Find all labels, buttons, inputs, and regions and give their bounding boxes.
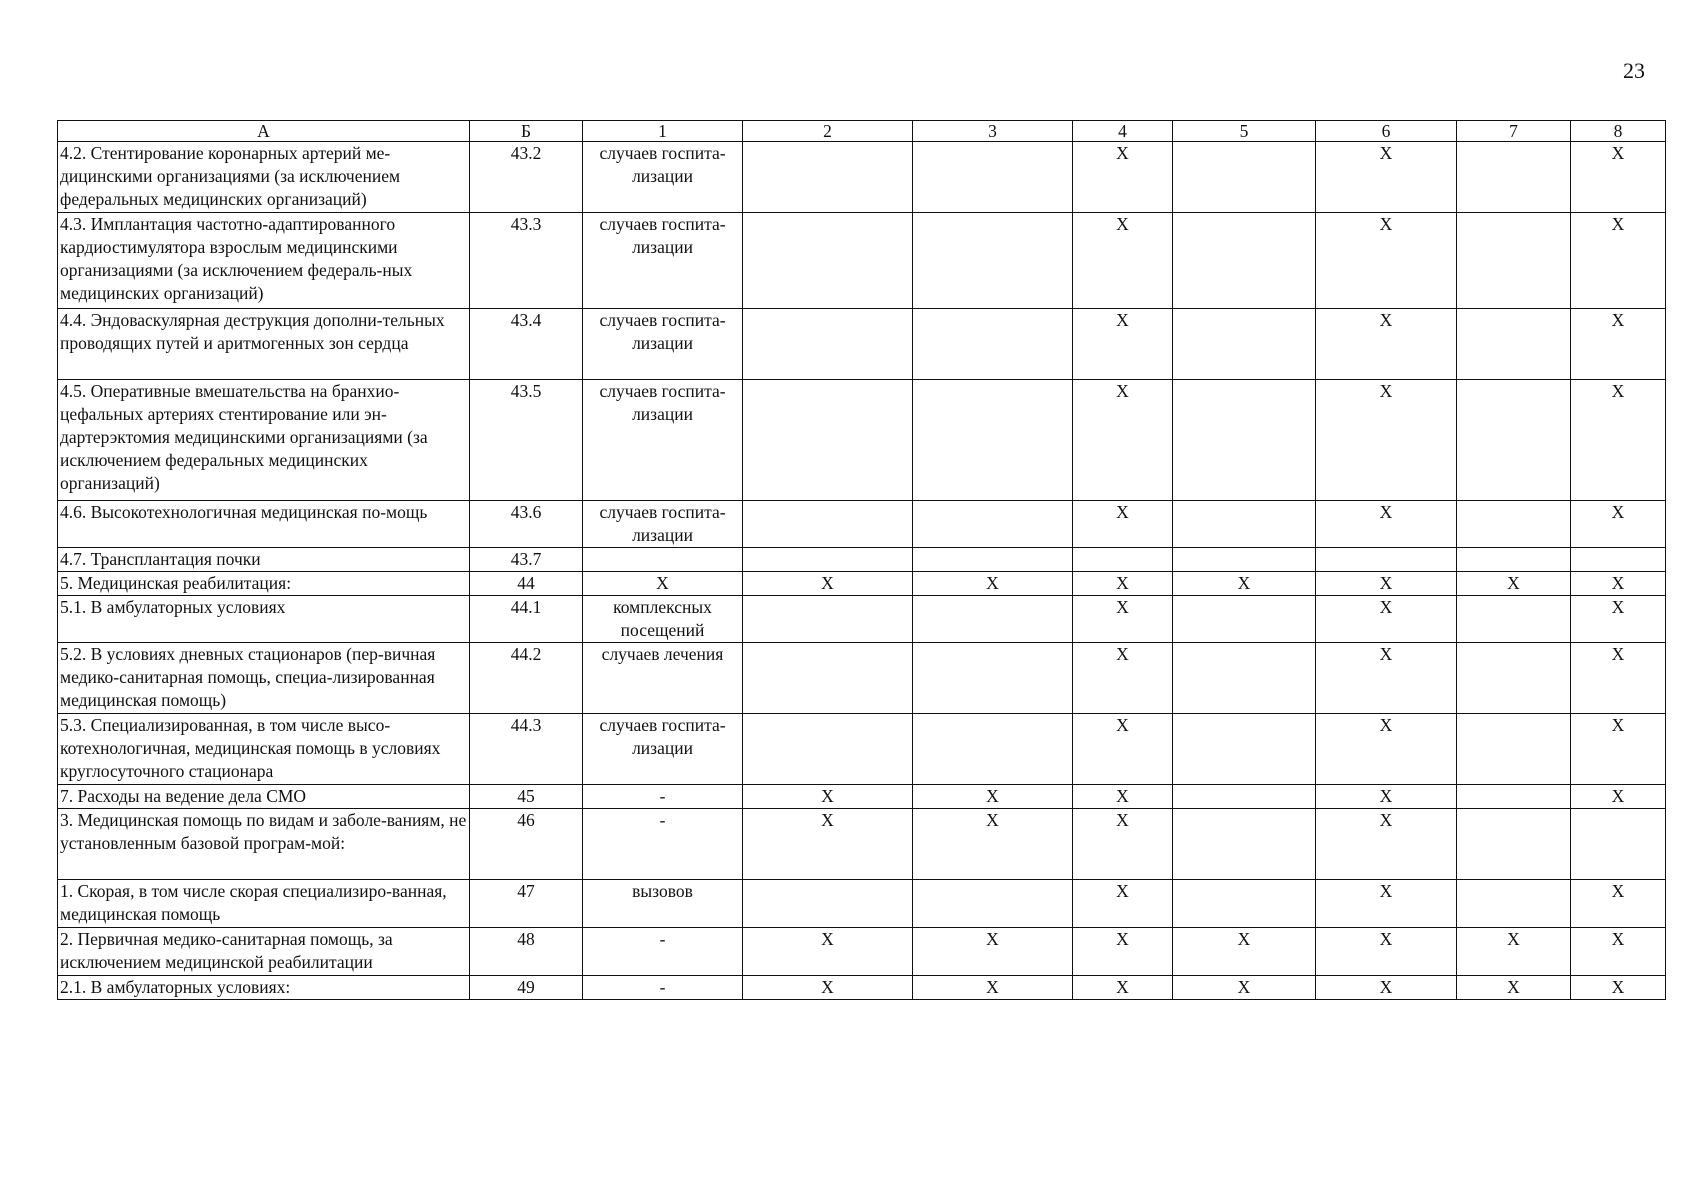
value-cell: X	[1571, 596, 1666, 643]
row-code-cell: 44.1	[470, 596, 583, 643]
value-cell: X	[913, 785, 1073, 809]
value-cell: X	[1073, 596, 1173, 643]
value-cell: X	[1316, 572, 1457, 596]
row-unit-cell: -	[583, 785, 743, 809]
value-cell	[1173, 880, 1316, 928]
row-name-cell: 5. Медицинская реабилитация:	[58, 572, 470, 596]
value-cell	[913, 213, 1073, 309]
row-unit-cell: -	[583, 976, 743, 1000]
value-cell: X	[1073, 501, 1173, 548]
value-cell	[1316, 548, 1457, 572]
value-cell: X	[1316, 809, 1457, 880]
value-cell: X	[743, 785, 913, 809]
value-cell: X	[743, 976, 913, 1000]
value-cell: X	[1457, 572, 1571, 596]
table-row	[58, 213, 1666, 309]
value-cell: X	[1173, 928, 1316, 976]
value-cell	[1571, 548, 1666, 572]
row-code-cell: 47	[470, 880, 583, 928]
row-code-cell: 43.2	[470, 142, 583, 213]
table-row	[58, 572, 1666, 596]
value-cell	[1457, 880, 1571, 928]
row-unit-cell: комплексных посещений	[583, 596, 743, 643]
value-cell	[1173, 213, 1316, 309]
row-name-cell: 4.7. Трансплантация почки	[58, 548, 470, 572]
value-cell: X	[1316, 928, 1457, 976]
value-cell: X	[1316, 976, 1457, 1000]
value-cell	[1173, 809, 1316, 880]
column-header: 6	[1316, 121, 1457, 142]
value-cell: X	[1571, 142, 1666, 213]
value-cell	[1173, 643, 1316, 714]
row-unit-cell: случаев лечения	[583, 643, 743, 714]
value-cell	[743, 213, 913, 309]
value-cell	[1173, 309, 1316, 380]
value-cell: X	[1571, 714, 1666, 785]
value-cell	[913, 142, 1073, 213]
value-cell	[913, 548, 1073, 572]
table-row	[58, 643, 1666, 714]
row-code-cell: 45	[470, 785, 583, 809]
row-unit-cell: вызовов	[583, 880, 743, 928]
row-code-cell: 43.4	[470, 309, 583, 380]
value-cell: X	[1571, 501, 1666, 548]
row-code-cell: 46	[470, 809, 583, 880]
value-cell	[1173, 714, 1316, 785]
table-row	[58, 309, 1666, 380]
value-cell: X	[1073, 380, 1173, 501]
row-name-cell: 5.2. В условиях дневных стационаров (пер-вичная медико-санитарная помощь, специа-лизированная медицинская помощь)	[58, 643, 470, 714]
value-cell	[1457, 785, 1571, 809]
column-header: 8	[1571, 121, 1666, 142]
value-cell: X	[1073, 785, 1173, 809]
value-cell: X	[1316, 880, 1457, 928]
value-cell: X	[1316, 142, 1457, 213]
value-cell: X	[913, 809, 1073, 880]
value-cell	[913, 380, 1073, 501]
header-row	[58, 121, 1666, 142]
value-cell: X	[1073, 142, 1173, 213]
value-cell	[743, 880, 913, 928]
column-header: 2	[743, 121, 913, 142]
row-unit-cell: случаев госпита-лизации	[583, 213, 743, 309]
value-cell	[913, 501, 1073, 548]
value-cell	[743, 501, 913, 548]
value-cell: X	[1073, 880, 1173, 928]
value-cell: X	[1571, 880, 1666, 928]
table-row	[58, 880, 1666, 928]
value-cell	[1457, 142, 1571, 213]
value-cell	[1173, 548, 1316, 572]
value-cell: X	[1571, 213, 1666, 309]
value-cell: X	[1571, 785, 1666, 809]
table-row	[58, 785, 1666, 809]
value-cell: X	[1571, 976, 1666, 1000]
value-cell	[1457, 548, 1571, 572]
row-name-cell: 7. Расходы на ведение дела СМО	[58, 785, 470, 809]
value-cell	[1457, 501, 1571, 548]
value-cell: X	[1316, 643, 1457, 714]
value-cell: X	[743, 809, 913, 880]
value-cell	[913, 880, 1073, 928]
value-cell: X	[1073, 643, 1173, 714]
table-row	[58, 976, 1666, 1000]
column-header: Б	[470, 121, 583, 142]
value-cell: X	[1316, 380, 1457, 501]
value-cell	[1571, 809, 1666, 880]
row-unit-cell: случаев госпита-лизации	[583, 501, 743, 548]
value-cell: X	[1073, 809, 1173, 880]
row-name-cell: 4.5. Оперативные вмешательства на бранхио-цефальных артериях стентирование или эн-дартерэктомия медицинскими организациями (за исключением федеральных медицинских организаций)	[58, 380, 470, 501]
value-cell	[743, 596, 913, 643]
row-name-cell: 1. Скорая, в том числе скорая специализиро-ванная, медицинская помощь	[58, 880, 470, 928]
value-cell: X	[1316, 785, 1457, 809]
value-cell	[743, 142, 913, 213]
row-unit-cell: случаев госпита-лизации	[583, 380, 743, 501]
value-cell: X	[743, 928, 913, 976]
value-cell: X	[1316, 213, 1457, 309]
value-cell	[913, 714, 1073, 785]
value-cell: X	[1173, 976, 1316, 1000]
value-cell	[913, 596, 1073, 643]
value-cell: X	[1316, 596, 1457, 643]
value-cell	[1173, 142, 1316, 213]
row-name-cell: 5.1. В амбулаторных условиях	[58, 596, 470, 643]
row-unit-cell	[583, 548, 743, 572]
row-code-cell: 49	[470, 976, 583, 1000]
value-cell: X	[1457, 976, 1571, 1000]
value-cell: X	[743, 572, 913, 596]
value-cell	[1173, 596, 1316, 643]
value-cell	[1073, 548, 1173, 572]
value-cell	[1457, 809, 1571, 880]
row-code-cell: 44.3	[470, 714, 583, 785]
table-row	[58, 714, 1666, 785]
row-unit-cell: X	[583, 572, 743, 596]
row-unit-cell: случаев госпита-лизации	[583, 142, 743, 213]
column-header: 5	[1173, 121, 1316, 142]
value-cell	[1457, 714, 1571, 785]
row-name-cell: 2.1. В амбулаторных условиях:	[58, 976, 470, 1000]
row-code-cell: 43.3	[470, 213, 583, 309]
value-cell	[1457, 213, 1571, 309]
row-unit-cell: -	[583, 809, 743, 880]
value-cell: X	[1073, 928, 1173, 976]
page-number: 23	[1623, 58, 1645, 83]
value-cell: X	[1457, 928, 1571, 976]
value-cell	[743, 714, 913, 785]
table-row	[58, 809, 1666, 880]
value-cell	[1457, 643, 1571, 714]
row-name-cell: 4.2. Стентирование коронарных артерий ме-дицинскими организациями (за исключением федеральных медицинских организаций)	[58, 142, 470, 213]
column-header: А	[58, 121, 470, 142]
value-cell: X	[1173, 572, 1316, 596]
column-header: 7	[1457, 121, 1571, 142]
table-row	[58, 596, 1666, 643]
row-code-cell: 48	[470, 928, 583, 976]
value-cell: X	[1571, 643, 1666, 714]
table-row	[58, 928, 1666, 976]
value-cell: X	[1571, 380, 1666, 501]
row-name-cell: 4.4. Эндоваскулярная деструкция дополни-тельных проводящих путей и аритмогенных зон сердца	[58, 309, 470, 380]
value-cell: X	[913, 928, 1073, 976]
row-name-cell: 5.3. Специализированная, в том числе высо-котехнологичная, медицинская помощь в условиях круглосуточного стационара	[58, 714, 470, 785]
row-unit-cell: случаев госпита-лизации	[583, 714, 743, 785]
value-cell	[1173, 785, 1316, 809]
table-row	[58, 548, 1666, 572]
data-table	[57, 120, 1666, 1000]
value-cell: X	[1073, 309, 1173, 380]
table-row	[58, 501, 1666, 548]
value-cell: X	[1316, 309, 1457, 380]
row-code-cell: 44.2	[470, 643, 583, 714]
value-cell	[1173, 380, 1316, 501]
value-cell	[1457, 380, 1571, 501]
value-cell: X	[1571, 572, 1666, 596]
row-code-cell: 43.7	[470, 548, 583, 572]
row-unit-cell: -	[583, 928, 743, 976]
row-code-cell: 44	[470, 572, 583, 596]
value-cell: X	[1571, 928, 1666, 976]
value-cell: X	[1073, 714, 1173, 785]
value-cell: X	[913, 976, 1073, 1000]
row-name-cell: 4.3. Имплантация частотно-адаптированного кардиостимулятора взрослым медицинскими организациями (за исключением федераль-ных медицинских организаций)	[58, 213, 470, 309]
column-header: 1	[583, 121, 743, 142]
row-code-cell: 43.5	[470, 380, 583, 501]
value-cell	[1457, 596, 1571, 643]
row-code-cell: 43.6	[470, 501, 583, 548]
value-cell: X	[1316, 501, 1457, 548]
value-cell	[913, 309, 1073, 380]
table-row	[58, 380, 1666, 501]
value-cell: X	[1316, 714, 1457, 785]
table-row	[58, 142, 1666, 213]
value-cell: X	[913, 572, 1073, 596]
value-cell	[1457, 309, 1571, 380]
column-header: 3	[913, 121, 1073, 142]
value-cell: X	[1073, 976, 1173, 1000]
value-cell: X	[1073, 572, 1173, 596]
value-cell: X	[1073, 213, 1173, 309]
row-unit-cell: случаев госпита-лизации	[583, 309, 743, 380]
value-cell	[913, 643, 1073, 714]
row-name-cell: 2. Первичная медико-санитарная помощь, за исключением медицинской реабилитации	[58, 928, 470, 976]
value-cell	[743, 309, 913, 380]
row-name-cell: 4.6. Высокотехнологичная медицинская по-мощь	[58, 501, 470, 548]
value-cell	[743, 380, 913, 501]
row-name-cell: 3. Медицинская помощь по видам и заболе-ваниям, не установленным базовой програм-мой:	[58, 809, 470, 880]
value-cell	[743, 643, 913, 714]
value-cell: X	[1571, 309, 1666, 380]
value-cell	[743, 548, 913, 572]
value-cell	[1173, 501, 1316, 548]
column-header: 4	[1073, 121, 1173, 142]
